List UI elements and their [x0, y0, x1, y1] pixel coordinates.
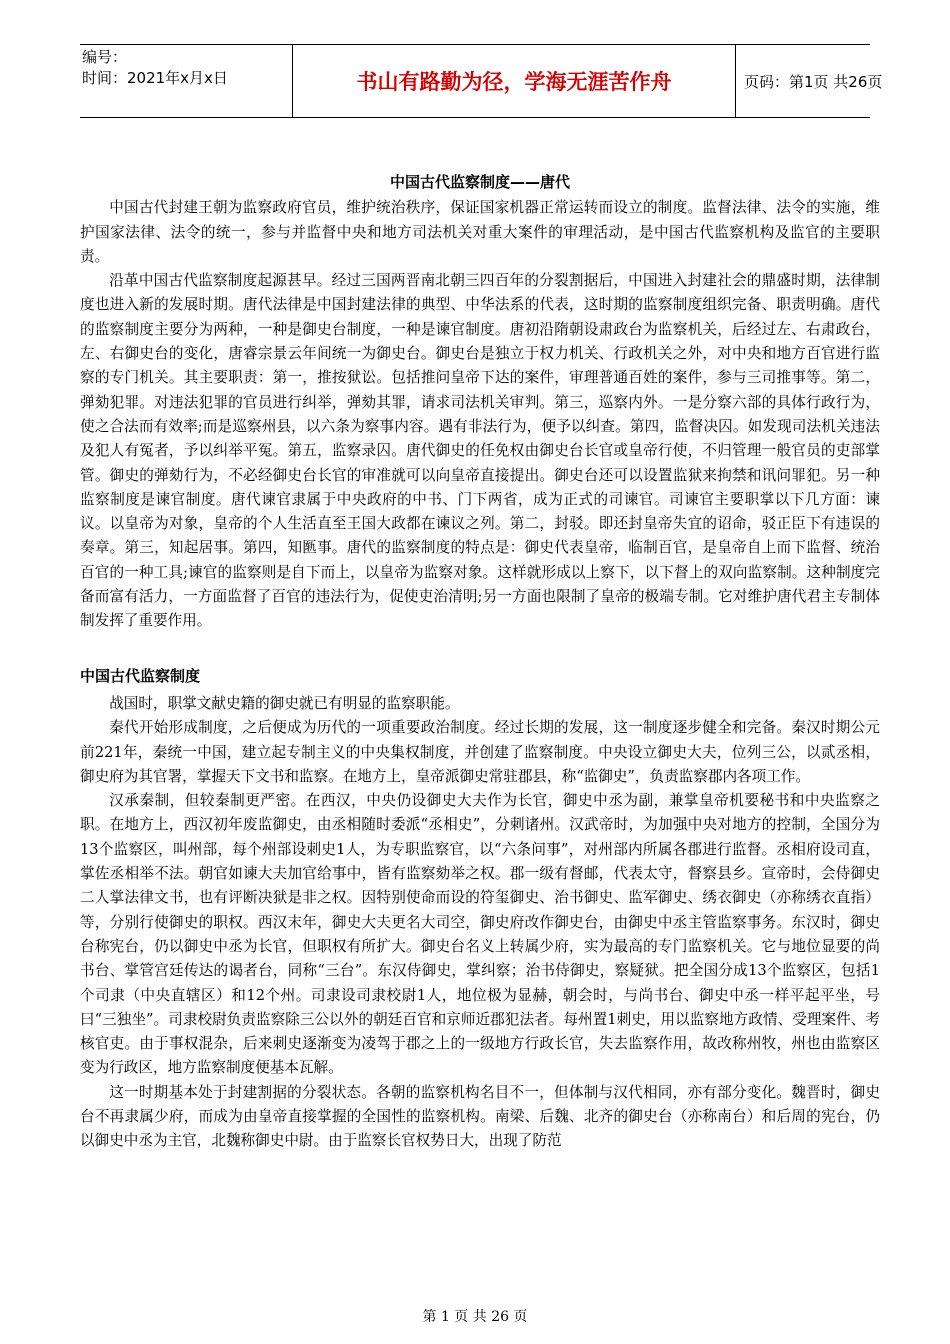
paragraph: 汉承秦制，但较秦制更严密。在西汉，中央仍设御史大夫作为长官，御史中丞为副，兼掌皇帝机要秘书和中央监察之职。在地方上，西汉初年废监御史，由丞相随时委派“丞相史”，分刺诸州。汉武帝时，为加强中央对地方的控制，全国分为13个监察区，叫州部，每个州部设刺史1人，为专职监察官，以“六条问事”，对州部内所属各郡进行监督。丞相府设司直，掌佐丞相举不法。朝官如谏大夫加官给事中，皆有监察劾举之权。郡一级有督邮，代表太守，督察县乡。宣帝时，会侍御史二人掌法律文书，也有评断决狱是非之权。因特别使命而设的符玺御史、治书御史、监军御史、绣衣御史（亦称绣衣直指）等，分别行使御史的职权。西汉末年，御史大夫更名大司空，御史府改作御史台，由御史中丞主管监察事务。东汉时，御史台称宪台，仍以御史中丞为长官，但职权有所扩大。御史台名义上转属少府，实为最高的专门监察机关。它与地位显要的尚书台、掌管宫廷传达的谒者台，同称“三台”。东汉侍御史，掌纠察；治书侍御史，察疑狱。把全国分成13个监察区，包括1个司隶（中央直辖区）和12个州。司隶设司隶校尉1人，地位极为显赫，朝会时，与尚书台、御史中丞一样平起平坐，号曰“三独坐”。司隶校尉负责监察除三公以外的朝廷百官和京师近郡犯法者。每州置1刺史，用以监察地方政情、受理案件、考核官吏。由于事权混杂，后来刺史逐渐变为凌驾于郡之上的一级地方行政长官，失去监察作用，故改称州牧，州也由监察区变为行政区，地方监察制度便基本瓦解。 [80, 792, 880, 1077]
header-page-info: 页码：第1页 共26页 [744, 72, 883, 91]
paragraph: 中国古代封建王朝为监察政府官员，维护统治秩序，保证国家机器正常运转而设立的制度。监督法律、法令的实施，维护国家法律、法令的统一，参与并监督中央和地方司法机关对重大案件的审理活动，是中国古代监察机构及监官的主要职责。 [80, 199, 880, 265]
header-motto: 书山有路勤为径，学海无涯苦作舟 [292, 45, 736, 117]
page-header [80, 44, 883, 118]
document-number-label: 编号： [82, 48, 128, 66]
header-meta [82, 47, 284, 115]
document-title: 中国古代监察制度——唐代 [389, 173, 570, 191]
section-tang-dynasty [80, 196, 880, 633]
document-body [80, 170, 880, 1154]
paragraph: 沿革中国古代监察制度起源甚早。经过三国两晋南北朝三四百年的分裂割据后，中国进入封建社会的鼎盛时期，法律制度也进入新的发展时期。唐代法律是中国封建法律的典型、中华法系的代表，这时期的监察制度组织完备、职责明确。唐代的监察制度主要分为两种，一种是御史台制度，一种是谏官制度。唐初沿隋朝设肃政台为监察机关，后经过左、右肃政台，左、右御史台的变化，唐睿宗景云年间统一为御史台。御史台是独立于权力机关、行政机关之外，对中央和地方百官进行监察的专门机关。其主要职责：第一，推按狱讼。包括推问皇帝下达的案件，审理普通百姓的案件，参与三司推事等。第二，弹劾犯罪。对违法犯罪的官员进行纠举，弹劾其罪，请求司法机关审判。第三，巡察内外。一是分察六部的具体行政行为，使之合法而有效率;而是巡察州县，以六条为察事内容。遇有非法行为，便予以纠查。第四，监督决囚。如发现司法机关违法及犯人有冤者，予以纠举平冤。第五，监察录囚。唐代御史的任免权由御史台长官或皇帝行使，不归管理一般官员的吏部掌管。御史的弹劾行为，不必经御史台长官的审准就可以向皇帝直接提出。御史台还可以设置监狱来拘禁和讯问罪犯。另一种监察制度是谏官制度。唐代谏官隶属于中央政府的中书、门下两省，成为正式的司谏官。司谏官主要职掌以下几方面：谏议。以皇帝为对象，皇帝的个人生活直至王国大政都在谏议之列。第二，封驳。即还封皇帝失宜的诏命，驳正臣下有违误的奏章。第三，知起居事。第四，知匦事。唐代的监察制度的特点是：御史代表皇帝，临制百官，是皇帝自上而下监督、统治百官的一种工具;谏官的监察则是自下而上，以皇帝为监察对象。这样就形成以上察下，以下督上的双向监察制。这种制度完备而富有活力，一方面监督了百官的违法行为，促使吏治清明;另一方面也限制了皇帝的极端专制。它对维护唐代君主专制体制发挥了重要作用。 [80, 272, 880, 630]
paragraph: 战国时，职掌文献史籍的御史就已有明显的监察职能。 [109, 694, 460, 712]
page-footer: 第 1 页 共 26 页 [422, 1309, 528, 1325]
document-date-label: 时间：2021年x月x日 [82, 69, 228, 87]
section-heading: 中国古代监察制度 [80, 666, 201, 685]
paragraph: 秦代开始形成制度，之后便成为历代的一项重要政治制度。经过长期的发展，这一制度逐步健全和完备。秦汉时期公元前221年，秦统一中国，建立起专制主义的中央集权制度，并创建了监察制度。中央设立御史大夫，位列三公，以贰丞相，御史府为其官署，掌握天下文书和监察。在地方上，皇帝派御史常驻郡县，称“监御史”，负责监察郡内各项工作。 [80, 719, 880, 785]
section-ancient-supervision [80, 692, 880, 1154]
paragraph: 这一时期基本处于封建割据的分裂状态。各朝的监察机构名目不一，但体制与汉代相同，亦有部分变化。魏晋时，御史台不再隶属少府，而成为由皇帝直接掌握的全国性的监察机构。南梁、后魏、北齐的御史台（亦称南台）和后周的宪台，仍以御史中丞为主官，北魏称御史中尉。由于监察长官权势日大，出现了防范 [80, 1083, 880, 1150]
